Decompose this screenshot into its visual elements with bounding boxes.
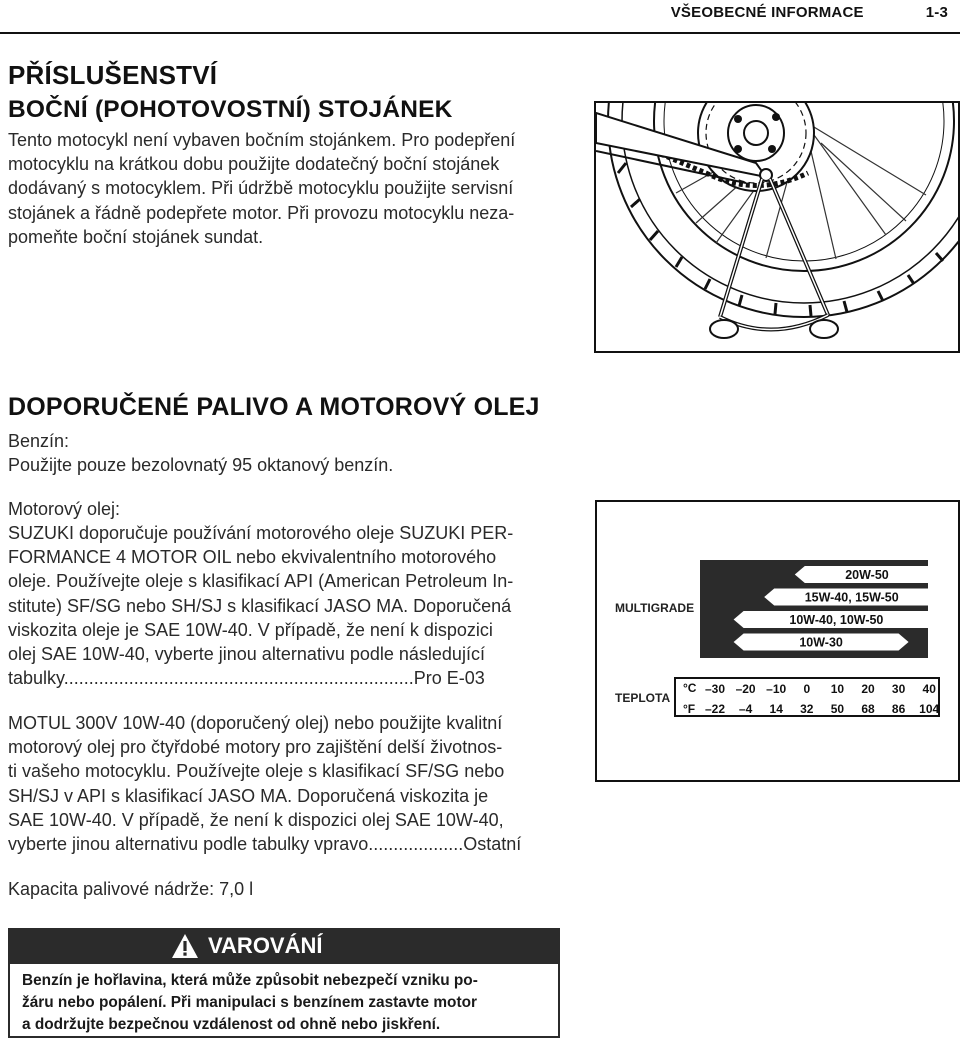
side-stand-text	[8, 128, 515, 249]
warning-text	[8, 964, 560, 1038]
text-line: stitute) SF/SG nebo SH/SJ s klasifikací JASO MA. Doporučená	[8, 595, 512, 616]
text-line: FORMANCE 4 MOTOR OIL nebo ekvivalentního motorového	[8, 547, 497, 568]
celsius-tick: –10	[766, 682, 787, 696]
accessories-title: PŘÍSLUŠENSTVÍ	[8, 60, 218, 90]
side-stand-illustration	[594, 101, 960, 353]
oil-label: Motorový olej:	[8, 499, 121, 519]
section-title: VŠEOBECNÉ INFORMACE	[670, 4, 864, 21]
fahrenheit-tick: 14	[769, 702, 783, 716]
celsius-tick: 20	[861, 682, 875, 696]
text-line: ti vašeho motocyklu. Používejte oleje s klasifikací SF/SG nebo	[8, 761, 505, 782]
fahrenheit-tick: –22	[704, 702, 726, 716]
grade-label: 10W-30	[799, 635, 843, 650]
fuel-label: Benzín:	[8, 431, 70, 451]
text-line: Tento motocykl není vybaven bočním stojánkem. Pro podepření	[8, 130, 516, 150]
celsius-tick: 0	[803, 682, 811, 696]
celsius-tick: –30	[704, 682, 726, 696]
fahrenheit-tick: 104	[919, 702, 940, 716]
fahrenheit-tick: –4	[738, 702, 753, 716]
page-header	[671, 4, 948, 21]
text-line: SH/SJ v API s klasifikací JASO MA. Doporučená viskozita je	[8, 785, 489, 806]
text-line: stojánek a řádně podepřete motor. Při provozu motocyklu neza-	[8, 202, 515, 223]
tank-capacity: Kapacita palivové nádrže: 7,0 l	[8, 879, 254, 899]
warning-icon	[171, 933, 199, 959]
fahrenheit-tick: 86	[891, 702, 906, 716]
text-line: oleje. Používejte oleje s klasifikací API (American Petroleum In-	[8, 571, 514, 592]
page-number: 1-3	[925, 4, 948, 21]
grade-label: 15W-40, 15W-50	[804, 590, 899, 605]
text-line: olej SAE 10W-40, vyberte jinou alternativu podle následující	[8, 644, 485, 665]
text-line: viskozita oleje je SAE 10W-40. V případě, že není k dispozici	[8, 619, 493, 640]
text-line: MOTUL 300V 10W-40 (doporučený olej) nebo použijte kvalitní	[8, 713, 503, 733]
text-line: SUZUKI doporučuje používání motorového oleje SUZUKI PER-	[8, 523, 514, 543]
fuel-oil-title: DOPORUČENÉ PALIVO A MOTOROVÝ OLEJ	[8, 393, 540, 421]
text-line: vyberte jinou alternativu podle tabulky vpravo...................Ostatní	[8, 834, 522, 855]
celsius-tick: –20	[735, 682, 756, 696]
viscosity-chart	[595, 500, 960, 782]
text-line: pomeňte boční stojánek sundat.	[8, 226, 264, 247]
fuel-text: Použijte pouze bezolovnatý 95 oktanový benzín.	[8, 455, 394, 475]
celsius-tick: 10	[830, 682, 845, 696]
grade-label: 10W-40, 10W-50	[789, 613, 884, 627]
text-line: motorový olej pro čtyřdobé motory pro zajištění delší životnos-	[8, 737, 503, 758]
text-line: SAE 10W-40. V případě, že není k dispozici olej SAE 10W-40,	[8, 809, 504, 830]
unit-fahrenheit: °F	[683, 702, 696, 716]
temp-label: TEPLOTA	[615, 691, 671, 705]
viscosity-chart-svg	[597, 502, 958, 780]
text-line: a dodržujte bezpečnou vzdálenost od ohně nebo jiskření.	[22, 1016, 441, 1033]
text-line: žáru nebo popálení. Při manipulaci s benzínem zastavte motor	[22, 994, 477, 1011]
oil-text	[8, 521, 513, 690]
header-rule	[0, 32, 960, 34]
fahrenheit-tick: 68	[861, 702, 875, 716]
side-stand-drawing	[596, 103, 958, 351]
unit-celsius: °C	[683, 681, 697, 695]
celsius-tick: 40	[922, 682, 936, 696]
text-line: Benzín je hořlavina, která může způsobit nebezpečí vzniku po-	[22, 972, 478, 989]
motul-text	[8, 711, 521, 856]
fahrenheit-tick: 50	[830, 702, 845, 716]
text-line: motocyklu na krátkou dobu použijte dodatečný boční stojánek	[8, 154, 500, 175]
warning-title: VAROVÁNÍ	[208, 933, 323, 958]
side-stand-title: BOČNÍ (POHOTOVOSTNÍ) STOJÁNEK	[8, 96, 453, 123]
warning-header	[8, 928, 560, 964]
text-line: dodávaný s motocyklem. Při údržbě motocyklu použijte servisní	[8, 178, 514, 199]
grade-label: 20W-50	[845, 568, 889, 582]
multigrade-label: MULTIGRADE	[615, 601, 695, 615]
celsius-tick: 30	[891, 682, 906, 696]
text-line: tabulky......................................................................Pro E-03	[8, 668, 485, 689]
fahrenheit-tick: 32	[800, 702, 814, 716]
